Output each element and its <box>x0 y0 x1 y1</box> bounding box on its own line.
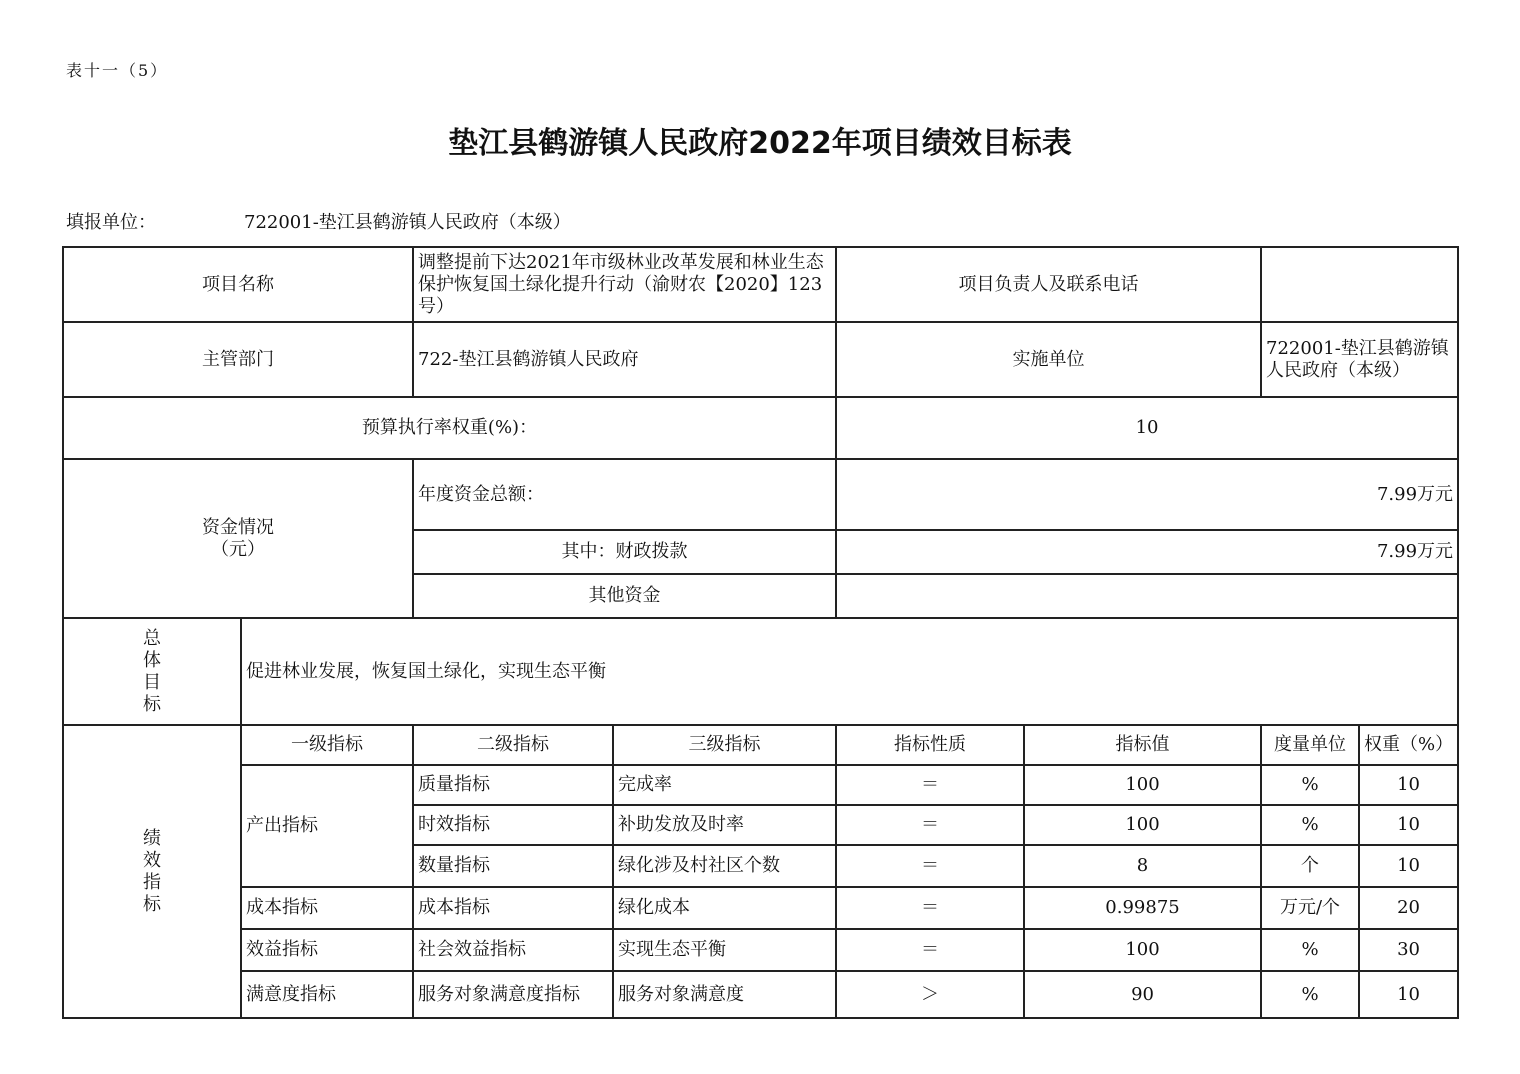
department-label: 主管部门 <box>63 322 413 397</box>
header-unit: 度量单位 <box>1261 725 1359 765</box>
header-level1: 一级指标 <box>241 725 413 765</box>
funds-label-line1: 资金情况 <box>202 516 274 538</box>
indicators-label-char: 指 <box>143 871 161 893</box>
form-id: 表十一（5） <box>66 61 169 80</box>
project-name-value: 调整提前下达2021年市级林业改革发展和林业生态保护恢复国土绿化提升行动（渝财农【2020】123号） <box>413 247 836 322</box>
reporting-unit-label: 填报单位： <box>66 212 156 233</box>
project-name-row <box>63 247 1458 322</box>
indicator-weight: 20 <box>1359 887 1458 929</box>
department-row <box>63 322 1458 397</box>
indicators-label <box>63 725 241 1018</box>
header-weight: 权重（%） <box>1359 725 1458 765</box>
indicator-value: 0.99875 <box>1024 887 1261 929</box>
indicator-header-row <box>63 725 1458 765</box>
indicator-unit: % <box>1261 765 1359 805</box>
indicator-level2: 质量指标 <box>413 765 613 805</box>
indicator-level2: 成本指标 <box>413 887 613 929</box>
indicator-value: 100 <box>1024 929 1261 971</box>
indicator-weight: 30 <box>1359 929 1458 971</box>
project-contact-label: 项目负责人及联系电话 <box>836 247 1261 322</box>
header-nature: 指标性质 <box>836 725 1024 765</box>
implementing-unit-label: 实施单位 <box>836 322 1261 397</box>
indicator-unit: 万元/个 <box>1261 887 1359 929</box>
reporting-unit-value: 722001-垫江县鹤游镇人民政府（本级） <box>244 212 571 233</box>
funds-other-label: 其他资金 <box>413 574 836 618</box>
indicator-level1: 满意度指标 <box>241 971 413 1018</box>
indicator-value: 8 <box>1024 845 1261 887</box>
indicator-value: 100 <box>1024 765 1261 805</box>
indicator-level3: 服务对象满意度 <box>613 971 836 1018</box>
funds-label-line2: （元） <box>211 538 265 560</box>
indicator-unit: % <box>1261 929 1359 971</box>
header-level2: 二级指标 <box>413 725 613 765</box>
overall-goal-label <box>63 618 241 725</box>
budget-rate-value: 10 <box>836 397 1458 459</box>
indicator-weight: 10 <box>1359 765 1458 805</box>
indicator-level2: 社会效益指标 <box>413 929 613 971</box>
indicator-weight: 10 <box>1359 805 1458 845</box>
indicator-unit: % <box>1261 971 1359 1018</box>
funds-fiscal-value: 7.99万元 <box>836 530 1458 574</box>
indicator-value: 90 <box>1024 971 1261 1018</box>
indicator-level1: 效益指标 <box>241 929 413 971</box>
table-row <box>63 971 1458 1018</box>
indicator-level2: 时效指标 <box>413 805 613 845</box>
header-level3: 三级指标 <box>613 725 836 765</box>
funds-total-label: 年度资金总额： <box>413 459 836 530</box>
indicator-level2: 服务对象满意度指标 <box>413 971 613 1018</box>
performance-target-table <box>62 246 1459 1019</box>
indicator-level1: 成本指标 <box>241 887 413 929</box>
indicator-weight: 10 <box>1359 845 1458 887</box>
indicator-level3: 绿化成本 <box>613 887 836 929</box>
funds-total-row <box>63 459 1458 530</box>
indicator-weight: 10 <box>1359 971 1458 1018</box>
indicators-label-char: 效 <box>143 849 161 871</box>
indicators-label-char: 绩 <box>143 827 161 849</box>
indicators-label-char: 标 <box>143 893 161 915</box>
funds-other-value <box>836 574 1458 618</box>
funds-total-value: 7.99万元 <box>836 459 1458 530</box>
table-row <box>63 929 1458 971</box>
goal-label-char: 标 <box>143 693 161 715</box>
funds-label <box>63 459 413 618</box>
table-row <box>63 765 1458 805</box>
indicator-level1: 产出指标 <box>241 765 413 887</box>
indicator-nature: ＝ <box>836 845 1024 887</box>
table-row <box>63 887 1458 929</box>
indicator-level3: 绿化涉及村社区个数 <box>613 845 836 887</box>
indicator-nature: ＝ <box>836 887 1024 929</box>
department-value: 722-垫江县鹤游镇人民政府 <box>413 322 836 397</box>
indicator-level3: 实现生态平衡 <box>613 929 836 971</box>
indicator-nature: ＝ <box>836 805 1024 845</box>
indicator-value: 100 <box>1024 805 1261 845</box>
goal-label-char: 目 <box>143 671 161 693</box>
project-contact-value <box>1261 247 1458 322</box>
indicator-level2: 数量指标 <box>413 845 613 887</box>
indicator-level3: 完成率 <box>613 765 836 805</box>
goal-label-char: 总 <box>143 627 161 649</box>
funds-fiscal-label: 其中：财政拨款 <box>413 530 836 574</box>
indicator-level3: 补助发放及时率 <box>613 805 836 845</box>
goal-label-char: 体 <box>143 649 161 671</box>
indicator-unit: % <box>1261 805 1359 845</box>
project-name-label: 项目名称 <box>63 247 413 322</box>
header-value: 指标值 <box>1024 725 1261 765</box>
page-title: 垫江县鹤游镇人民政府2022年项目绩效目标表 <box>448 126 1072 161</box>
indicator-unit: 个 <box>1261 845 1359 887</box>
indicator-nature: ＞ <box>836 971 1024 1018</box>
indicator-nature: ＝ <box>836 765 1024 805</box>
indicator-nature: ＝ <box>836 929 1024 971</box>
implementing-unit-value: 722001-垫江县鹤游镇人民政府（本级） <box>1261 322 1458 397</box>
budget-rate-row <box>63 397 1458 459</box>
overall-goal-row <box>63 618 1458 725</box>
overall-goal-text: 促进林业发展，恢复国土绿化，实现生态平衡 <box>241 618 1458 725</box>
budget-rate-label: 预算执行率权重(%)： <box>63 397 836 459</box>
